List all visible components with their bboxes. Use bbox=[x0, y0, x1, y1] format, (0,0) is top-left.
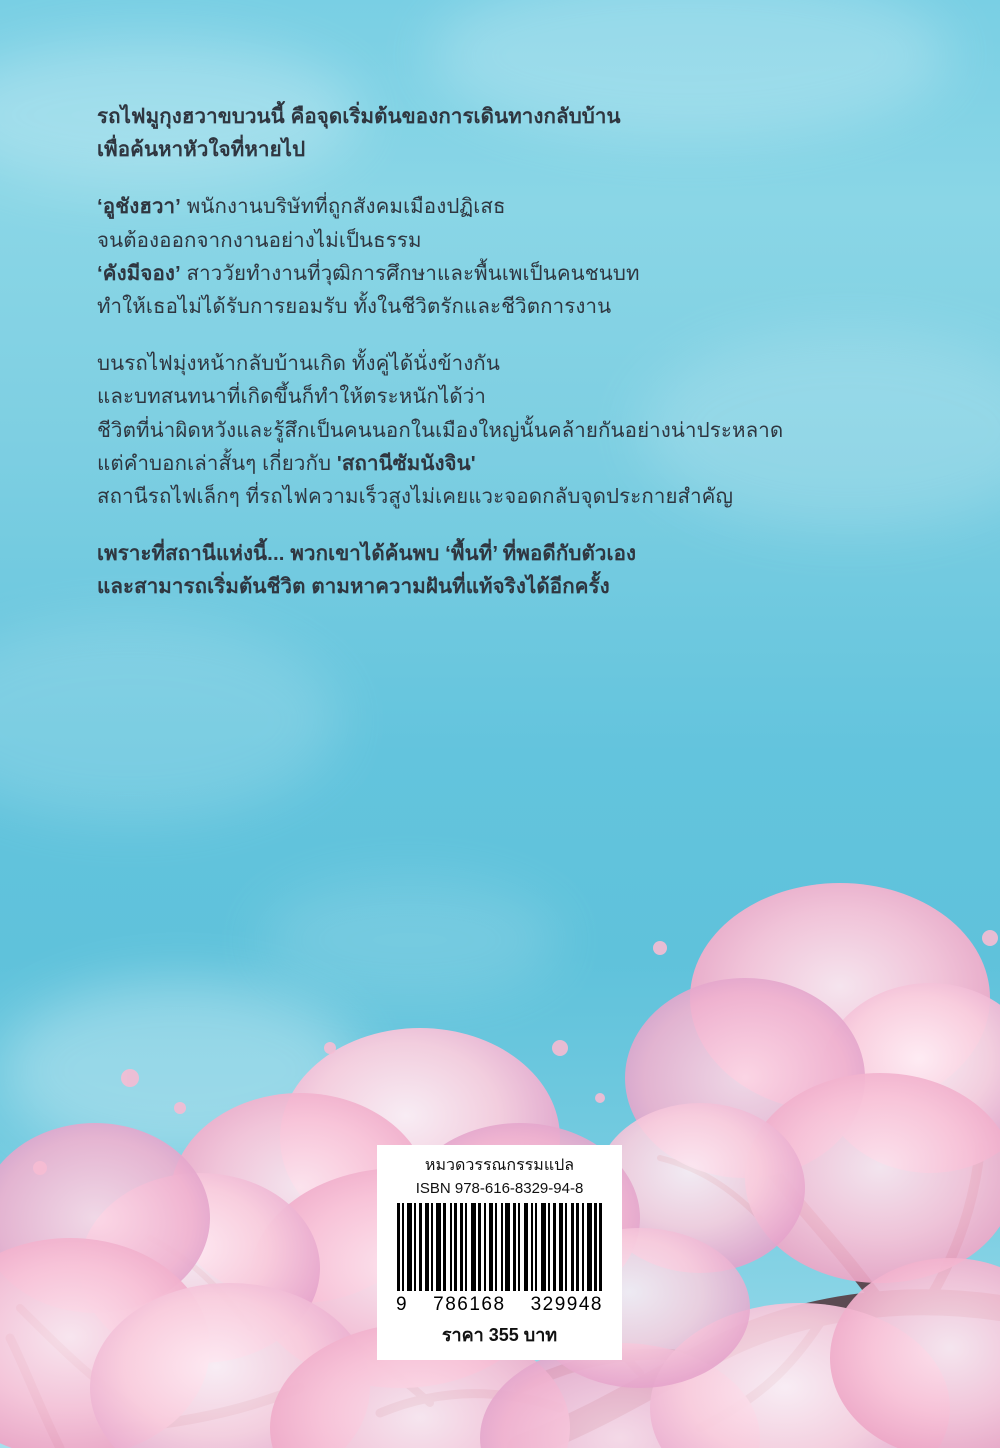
blurb-paragraph-story bbox=[97, 347, 927, 513]
blurb-line: เพราะที่สถานีแห่งนี้... พวกเขาได้ค้นพบ ‘พื้นที่’ ที่พอดีกับตัวเอง bbox=[97, 542, 637, 566]
blurb-line: สถานีรถไฟเล็กๆ ที่รถไฟความเร็วสูงไม่เคยแวะจอดกลับจุดประกายสำคัญ bbox=[97, 485, 734, 509]
blurb-line: บนรถไฟมุ่งหน้ากลับบ้านเกิด ทั้งคู่ได้นั่งข้างกัน bbox=[97, 352, 500, 376]
blurb-line: จนต้องออกจากงานอย่างไม่เป็นธรรม bbox=[97, 228, 422, 252]
blurb-text-block bbox=[97, 100, 927, 604]
blurb-paragraph-final bbox=[97, 537, 927, 603]
barcode-bars bbox=[397, 1203, 602, 1291]
blurb-line: รถไฟมูกุงฮวาขบวนนี้ คือจุดเริ่มต้นของการเดินทางกลับบ้าน bbox=[97, 105, 621, 128]
blurb-line: และสามารถเริ่มต้นชีวิต ตามหาความฝันที่แท้จริงได้อีกครั้ง bbox=[97, 575, 610, 599]
blurb-paragraph-characters bbox=[97, 190, 927, 323]
barcode-panel bbox=[377, 1145, 622, 1360]
blurb-line: แต่คำบอกเล่าสั้นๆ เกี่ยวกับ 'สถานีซัมนังจิน' bbox=[97, 451, 476, 475]
blurb-line: และบทสนทนาที่เกิดขึ้นก็ทำให้ตระหนักได้ว่า bbox=[97, 385, 487, 409]
price-label: ราคา 355 บาท bbox=[441, 1325, 558, 1345]
barcode-digit-group-2: 329948 bbox=[530, 1294, 603, 1315]
barcode-digit-group-1: 786168 bbox=[433, 1294, 506, 1315]
blurb-line: ชีวิตที่น่าผิดหวังและรู้สึกเป็นคนนอกในเมืองใหญ่นั้นคล้ายกันอย่างน่าประหลาด bbox=[97, 418, 784, 442]
blurb-line: เพื่อค้นหาหัวใจที่หายไป bbox=[97, 138, 306, 162]
barcode-digit-prefix: 9 bbox=[396, 1294, 409, 1315]
barcode-digits bbox=[392, 1294, 607, 1316]
book-category-label: หมวดวรรณกรรมแปล bbox=[424, 1157, 575, 1174]
blurb-line: ‘คังมีจอง’ สาววัยทำงานที่วุฒิการศึกษาและพื้นเพเป็นคนชนบท bbox=[97, 261, 640, 285]
blurb-paragraph-lead bbox=[97, 100, 927, 166]
isbn-label: ISBN 978-616-8329-94-8 bbox=[415, 1180, 584, 1197]
blurb-line: ‘อูชังฮวา’ พนักงานบริษัทที่ถูกสังคมเมืองปฏิเสธ bbox=[97, 195, 506, 219]
blurb-line: ทำให้เธอไม่ได้รับการยอมรับ ทั้งในชีวิตรักและชีวิตการงาน bbox=[97, 295, 612, 319]
